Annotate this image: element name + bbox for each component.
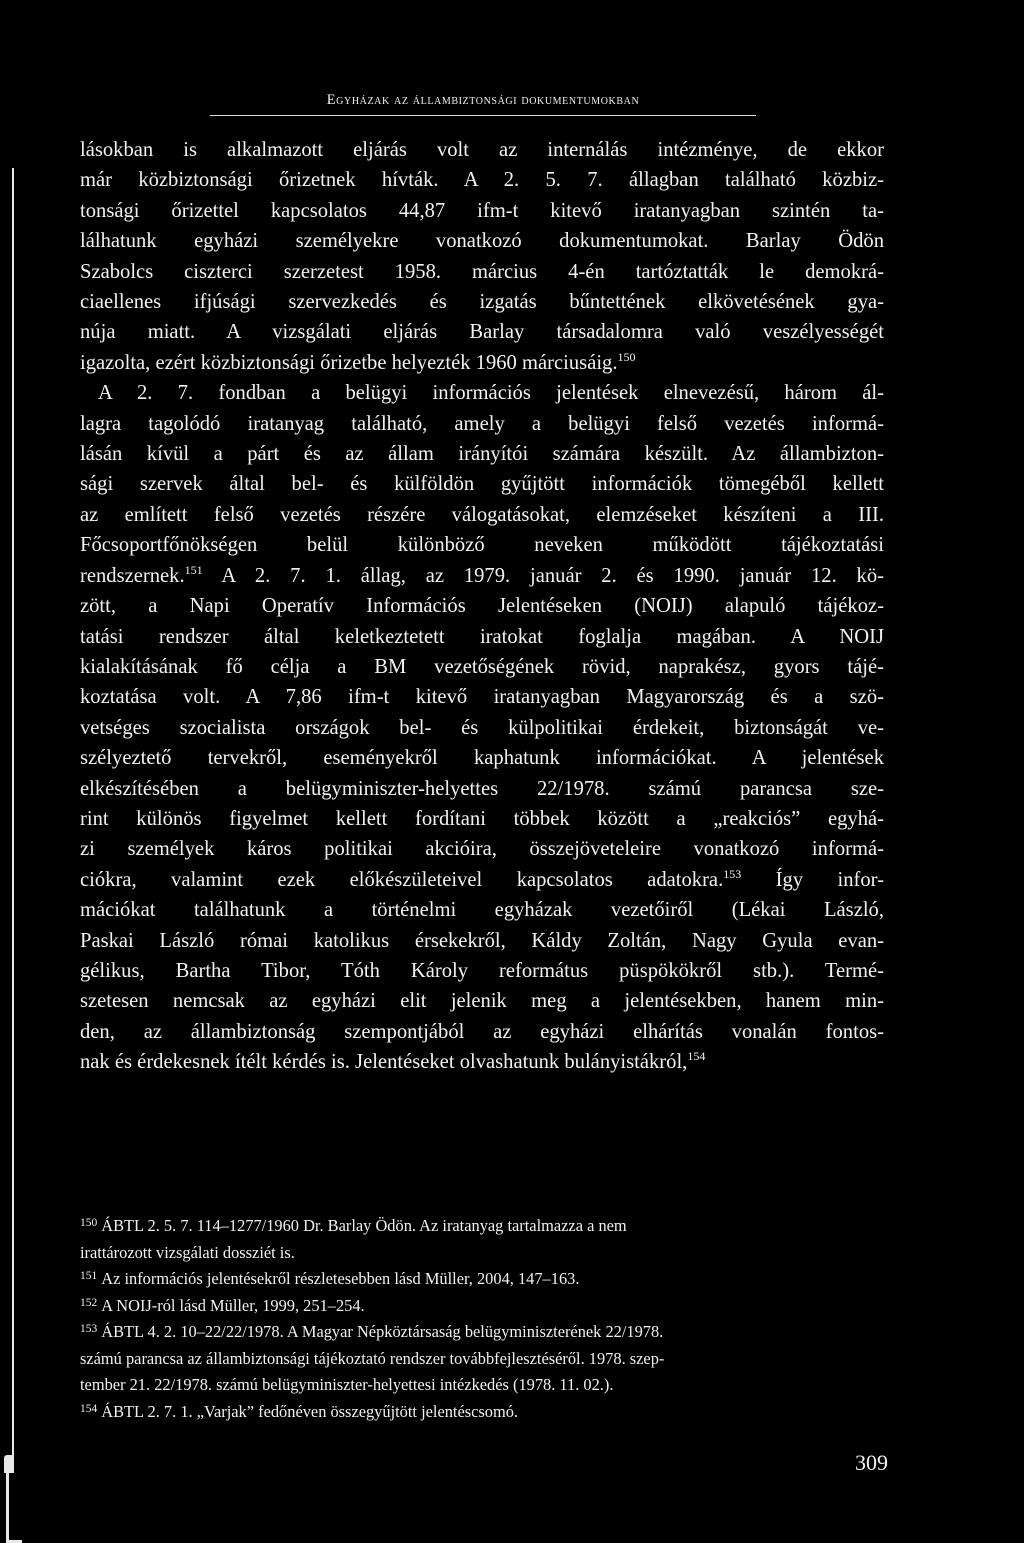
footnote-text: ÁBTL 4. 2. 10–22/22/1978. A Magyar Népköztársaság belügyminiszterének 22/1978. [101, 1322, 664, 1341]
body-line [80, 865, 884, 895]
footnotes [80, 1213, 890, 1425]
body-line: vetséges szocialista országok bel- és külpolitikai érdekeit, biztonságát ve- [80, 716, 884, 739]
margin-scan-mark [6, 1462, 22, 1543]
body-line: lagra tagolódó iratanyag található, amely a belügyi felső vezetés informá- [80, 412, 884, 435]
footnote-ref-150[interactable]: 150 [617, 349, 636, 364]
body-line: szélyeztető tervekről, eseményekről kaphatunk információkat. A jelentések [80, 747, 884, 770]
footnote-number: 150 [80, 1217, 98, 1229]
page-number: 309 [855, 1450, 888, 1475]
body-line: Főcsoportfőnökségen belül különböző neveken működött tájékoztatási [80, 534, 884, 557]
body-line: Szabolcs ciszterci szerzetest 1958. március 4-én tartóztatták le demokrá- [80, 260, 884, 283]
body-line: mációkat találhatunk a történelmi egyházak vezetőiről (Lékai László, [80, 899, 884, 922]
footnote-text: A NOIJ-ról lásd Müller, 1999, 251–254. [101, 1295, 365, 1315]
footnote-text: Az információs jelentésekről részletesebben lásd Müller, 2004, 147–163. [101, 1269, 580, 1288]
body-line: tonsági őrizettel kapcsolatos 44,87 ifm-t kitevő iratanyagban szintén ta- [80, 199, 884, 222]
footnote-150-cont: irattározott vizsgálati dossziét is. [80, 1242, 295, 1262]
body-line: koztatása volt. A 7,86 ifm-t kitevő iratanyagban Magyarország és a szö- [80, 686, 884, 709]
body-line: lásán kívül a párt és az állam irányítói számára készült. Az állambizton- [80, 443, 884, 466]
body-line: tatási rendszer által keletkeztetett iratokat foglalja magában. A NOIJ [80, 625, 884, 648]
body-line: zi személyek káros politikai akcióira, összejöveteleire vonatkozó informá- [80, 838, 884, 861]
running-header: Egyházak az állambiztonsági dokumentumokban [326, 92, 640, 108]
body-line: sági szervek által bel- és külföldön gyűjtött információk tömegéből kellett [80, 473, 884, 496]
footnote-number: 154 [80, 1402, 98, 1415]
body-line: elkészítésében a belügyminiszter-helyettes 22/1978. számú parancsa sze- [80, 777, 884, 800]
body-line: ciaellenes ifjúsági szervezkedés és izgatás bűntettének elkövetésének gya- [80, 291, 884, 314]
footnote-number: 152 [80, 1296, 98, 1309]
footnote-number: 153 [80, 1323, 98, 1335]
footnote-ref-153[interactable]: 153 [723, 866, 742, 881]
body-line-text: A 2. 7. 1. állag, az 1979. január 2. és 1990. január 12. kö- [202, 564, 884, 587]
footnote-ref-151[interactable]: 151 [184, 562, 203, 577]
body-text [80, 135, 884, 1078]
footnote-153-cont: tember 21. 22/1978. számú belügyminiszter-helyettesi intézkedés (1978. 11. 02.). [80, 1375, 614, 1394]
body-line-text: rendszernek. [80, 564, 185, 587]
body-line: kialakításának fő célja a BM vezetőségének rövid, naprakész, gyors tájé- [80, 655, 884, 678]
footnote-151 [80, 1266, 890, 1293]
body-line-text: Így infor- [741, 868, 884, 891]
footnote-152 [80, 1293, 890, 1320]
body-line: rint különös figyelmet kellett fordítani többek között a „reakciós” egyhá- [80, 807, 884, 830]
footnote-text: ÁBTL 2. 7. 1. „Varjak” fedőnéven összegyűjtött jelentéscsomó. [101, 1401, 519, 1421]
body-line [80, 1047, 884, 1077]
footnote-150 [80, 1213, 890, 1240]
body-line-text: igazolta, ezért közbiztonsági őrizetbe helyezték 1960 márciusáig. [80, 351, 618, 374]
body-line: den, az állambiztonság szempontjából az egyházi elhárítás vonalán fontos- [80, 1020, 884, 1043]
body-line: az említett felső vezetés részére válogatásokat, elemzéseket készíteni a III. [80, 503, 884, 526]
body-line: szetesen nemcsak az egyházi elit jelenik meg a jelentésekben, hanem min- [80, 990, 884, 1013]
body-line: Paskai László római katolikus érsekekről, Káldy Zoltán, Nagy Gyula evan- [80, 929, 884, 952]
footnote-ref-154[interactable]: 154 [687, 1049, 706, 1064]
body-line: lásokban is alkalmazott eljárás volt az internálás intézménye, de ekkor [80, 139, 884, 161]
body-line: gélikus, Bartha Tibor, Tóth Károly református püspökökről stb.). Termé- [80, 959, 884, 982]
footnote-153-cont: számú parancsa az állambiztonsági tájékoztató rendszer továbbfejlesztéséről. 1978. szep- [80, 1348, 665, 1368]
body-line: lálhatunk egyházi személyekre vonatkozó dokumentumokat. Barlay Ödön [80, 230, 884, 253]
body-line [80, 561, 884, 591]
footnote-number: 151 [80, 1270, 98, 1282]
body-line: már közbiztonsági őrizetnek hívták. A 2. 5. 7. állagban található közbiz- [80, 169, 884, 192]
footnote-text: ÁBTL 2. 5. 7. 114–1277/1960 Dr. Barlay Ödön. Az iratanyag tartalmazza a nem [101, 1216, 627, 1235]
body-line: zött, a Napi Operatív Információs Jelentéseken (NOIJ) alapuló tájékoz- [80, 595, 884, 618]
body-line-text: nak és érdekesnek ítélt kérdés is. Jelentéseket olvashatunk bulányistákról, [80, 1051, 688, 1074]
margin-scan-edge [12, 168, 14, 1468]
body-line-text: ciókra, valamint ezek előkészületeivel kapcsolatos adatokra. [80, 868, 724, 891]
footnote-153 [80, 1319, 890, 1346]
footnote-154 [80, 1399, 890, 1426]
body-line: A 2. 7. fondban a belügyi információs jelentések elnevezésű, három ál- [98, 382, 884, 405]
header-rule [210, 115, 756, 116]
body-line: núja miatt. A vizsgálati eljárás Barlay társadalomra való veszélyességét [80, 321, 884, 344]
body-line [80, 348, 884, 378]
